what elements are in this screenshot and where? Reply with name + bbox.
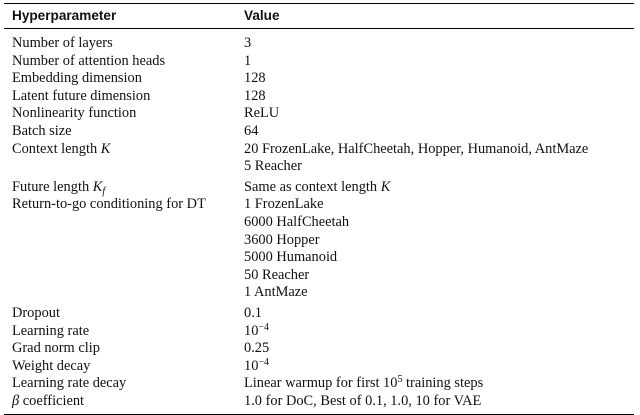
hyperparameter-name: Number of attention heads bbox=[12, 52, 166, 69]
value-line: 3 bbox=[244, 35, 252, 51]
value-line: 1 FrozenLake bbox=[244, 196, 324, 213]
value-line: 0.25 bbox=[244, 340, 270, 357]
value-line: 20 FrozenLake, HalfCheetah, Hopper, Humanoid, AntMaze bbox=[244, 140, 589, 157]
hyperparameter-value bbox=[244, 105, 634, 123]
value-line: 5 Reacher bbox=[244, 158, 302, 175]
header-value: Value bbox=[244, 8, 280, 24]
hyperparameter-value bbox=[244, 141, 634, 176]
hyperparameter-name: Nonlinearity function bbox=[12, 105, 137, 122]
value-line: 64 bbox=[244, 122, 259, 139]
table-row bbox=[4, 305, 634, 323]
hyperparameter-value bbox=[244, 35, 634, 53]
table-row bbox=[4, 323, 634, 341]
hyperparameter-value bbox=[244, 88, 634, 106]
hyperparameter-name: Dropout bbox=[12, 304, 60, 321]
value-line: 128 bbox=[244, 70, 266, 87]
value-line: 0.1 bbox=[244, 304, 262, 321]
table-row bbox=[4, 123, 634, 141]
table-row bbox=[4, 35, 634, 53]
table-row bbox=[4, 141, 634, 176]
hyperparameter-value bbox=[244, 179, 634, 197]
hyperparameter-name: Embedding dimension bbox=[12, 70, 142, 87]
table-row bbox=[4, 375, 634, 393]
value-line: Linear warmup for first $10^5$ training steps bbox=[244, 374, 484, 392]
hyperparameter-value bbox=[244, 70, 634, 88]
table-row bbox=[4, 105, 634, 123]
hyperparameter-value bbox=[244, 323, 634, 341]
hyperparameter-name: Weight decay bbox=[12, 357, 91, 374]
value-line: $10^{-4}$ bbox=[244, 321, 270, 339]
table-row bbox=[4, 88, 634, 106]
value-line: 50 Reacher bbox=[244, 266, 310, 283]
value-line: 1.0 for DoC, Best of 0.1, 1.0, 10 for VAE bbox=[244, 392, 482, 409]
hyperparameter-name: Latent future dimension bbox=[12, 87, 151, 104]
hyperparameter-value bbox=[244, 340, 634, 358]
hyperparameter-name: Batch size bbox=[12, 122, 72, 139]
table-row bbox=[4, 70, 634, 88]
hyperparameter-name: Context length K bbox=[12, 140, 111, 157]
hyperparameter-name: Number of layers bbox=[12, 35, 113, 51]
hyperparameter-name: Future length $K_f$ bbox=[12, 178, 106, 197]
hyperparameter-value bbox=[244, 53, 634, 71]
hyperparameter-value bbox=[244, 358, 634, 376]
value-line: 128 bbox=[244, 87, 266, 104]
value-line: ReLU bbox=[244, 105, 280, 122]
hyperparameter-name: β coefficient bbox=[12, 392, 85, 409]
value-line: $10^{-4}$ bbox=[244, 356, 270, 374]
hyperparameter-table bbox=[4, 3, 634, 415]
table-row bbox=[4, 53, 634, 71]
value-line: 6000 HalfCheetah bbox=[244, 213, 350, 230]
value-line: 3600 Hopper bbox=[244, 231, 320, 248]
hyperparameter-name: Learning rate bbox=[12, 322, 90, 339]
table-row bbox=[4, 393, 634, 411]
value-line: 1 bbox=[244, 52, 252, 69]
table-row bbox=[4, 196, 634, 302]
value-line: 1 AntMaze bbox=[244, 284, 308, 301]
hyperparameter-name: Learning rate decay bbox=[12, 375, 127, 392]
hyperparameter-name: Grad norm clip bbox=[12, 340, 100, 357]
hyperparameter-value bbox=[244, 305, 634, 323]
hyperparameter-value bbox=[244, 123, 634, 141]
table-header bbox=[4, 4, 634, 28]
header-hyperparameter: Hyperparameter bbox=[12, 8, 117, 24]
value-line: Same as context length K bbox=[244, 178, 391, 195]
value-line: 5000 Humanoid bbox=[244, 249, 338, 266]
hyperparameter-value bbox=[244, 393, 634, 411]
hyperparameter-name: Return-to-go conditioning for DT bbox=[12, 196, 206, 213]
hyperparameter-value bbox=[244, 375, 634, 393]
table-row bbox=[4, 358, 634, 376]
table-body bbox=[4, 29, 634, 414]
table-row bbox=[4, 179, 634, 197]
table-row bbox=[4, 340, 634, 358]
hyperparameter-value bbox=[244, 196, 634, 302]
